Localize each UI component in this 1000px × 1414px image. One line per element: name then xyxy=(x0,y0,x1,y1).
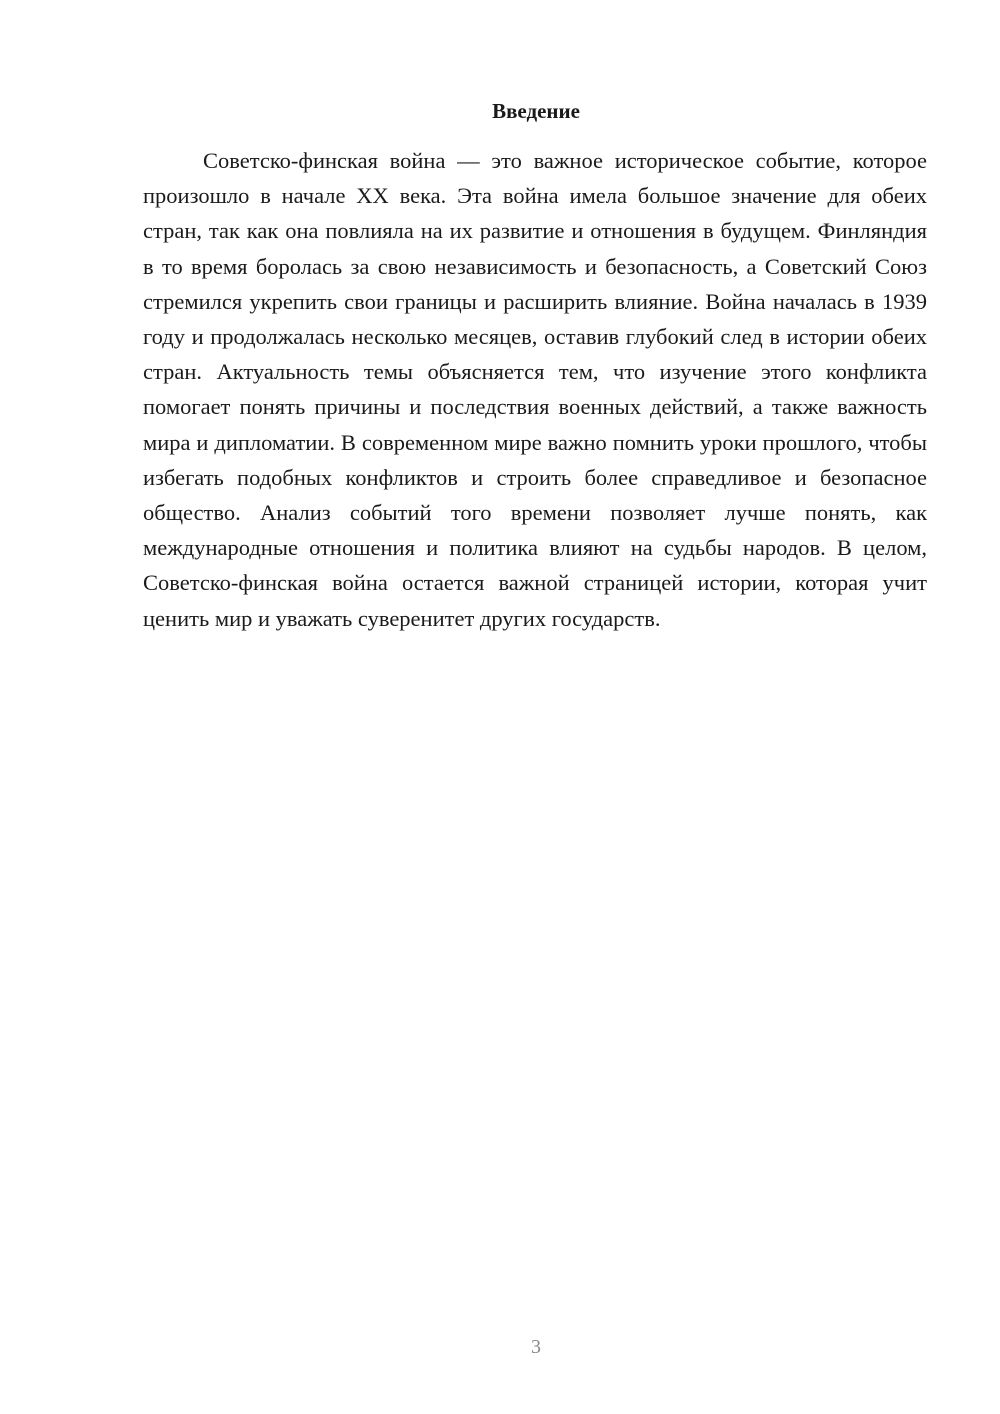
section-heading: Введение xyxy=(492,99,580,123)
intro-paragraph: Советско-финская война — это важное историческое событие, которое произошло в начале XX века. Эта война имела большое значение для обеих стран, так как она повлияла на их развитие и отношения в будущем. Финляндия в то время боролась за свою независимость и безопасность, а Советский Союз стремился укрепить свои границы и расширить влияние. Война началась в 1939 году и продолжалась несколько месяцев, оставив глубокий след в истории обеих стран. Актуальность темы объясняется тем, что изучение этого конфликта помогает понять причины и последствия военных действий, а также важность мира и дипломатии. В современном мире важно помнить уроки прошлого, чтобы избегать подобных конфликтов и строить более справедливое и безопасное общество. Анализ событий того времени позволяет лучше понять, как международные отношения и политика влияют на судьбы народов. В целом, Советско-финская война остается важной страницей истории, которая учит ценить мир и уважать суверенитет других государств. xyxy=(143,148,927,631)
page-number: 3 xyxy=(531,1336,541,1358)
